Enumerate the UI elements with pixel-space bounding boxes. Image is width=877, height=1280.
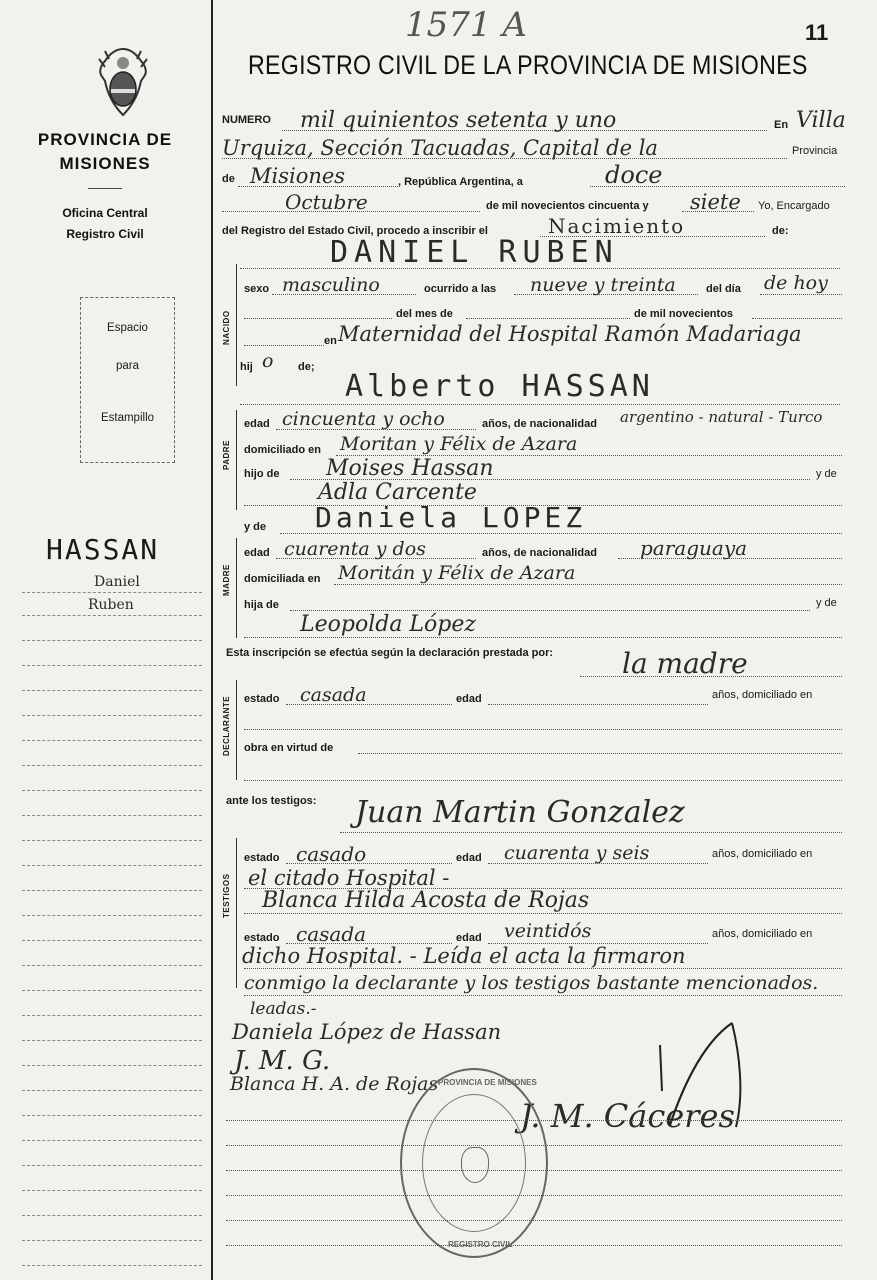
field-line	[358, 753, 842, 754]
label-edad-decl: edad	[456, 693, 482, 705]
sidebar-given-name2: Ruben	[88, 597, 134, 613]
sidebar-line	[22, 1215, 202, 1216]
sidebar-line	[22, 715, 202, 716]
signature-flourish-icon	[640, 1015, 750, 1135]
field-line	[244, 968, 842, 969]
sidebar-line	[22, 890, 202, 891]
column-divider	[211, 0, 213, 1280]
sidebar-line	[22, 1190, 202, 1191]
field-padre-nombre: Alberto HASSAN	[345, 369, 654, 404]
sidebar-line	[22, 915, 202, 916]
field-t1-dom: el citado Hospital -	[248, 866, 450, 890]
label-obra: obra en virtud de	[244, 742, 334, 754]
field-madre-edad: cuarenta y dos	[284, 538, 426, 560]
field-line	[244, 318, 392, 319]
field-provincia: Misiones	[250, 164, 346, 188]
label-republica: , República Argentina, a	[398, 176, 523, 188]
stamp-box-label: para	[115, 360, 140, 372]
field-madre-nombre: Daniela LOPEZ	[315, 501, 587, 534]
label-y-de-2: y de	[816, 597, 837, 609]
label-anos-domiciliado: años, domiciliado en	[712, 689, 813, 701]
field-madre-nac: paraguaya	[640, 536, 748, 560]
sidebar-line	[22, 615, 202, 616]
field-declarante: la madre	[622, 647, 748, 680]
field-line	[488, 704, 708, 705]
field-line	[226, 1145, 842, 1146]
section-bracket-testigos	[236, 838, 237, 988]
field-line	[226, 1245, 842, 1246]
field-hij-suffix: o	[262, 350, 274, 372]
sidebar-line	[22, 790, 202, 791]
field-line	[340, 832, 842, 833]
sidebar-rule	[88, 188, 122, 189]
label-del-registro: del Registro del Estado Civil, procedo a inscribir el	[222, 225, 488, 237]
field-abuelo: Moises Hassan	[326, 456, 494, 481]
field-cierre2: leadas.-	[250, 999, 317, 1019]
sidebar-line	[22, 1090, 202, 1091]
field-t1-estado: casado	[296, 842, 367, 866]
signature-officer: J. M. Cáceres	[520, 1097, 735, 1135]
field-decl-estado: casada	[300, 684, 367, 706]
field-line	[244, 995, 842, 996]
label-ante-testigos: ante los testigos:	[226, 795, 317, 807]
field-line	[244, 345, 324, 346]
field-lugar-nac: Maternidad del Hospital Ramón Madariaga	[338, 322, 802, 346]
field-testigo2: Blanca Hilda Acosta de Rojas	[262, 888, 590, 913]
field-line	[752, 318, 842, 319]
label-en-lugar: en	[324, 335, 337, 347]
field-dia-de: de hoy	[764, 272, 828, 294]
office-title-line1: Oficina Central	[62, 206, 148, 220]
handwritten-page-number: 1571 A	[405, 5, 527, 45]
label-de-semicolon: de;	[298, 361, 315, 373]
label-de-colon: de:	[772, 225, 789, 237]
field-line	[226, 1170, 842, 1171]
field-line	[244, 729, 842, 730]
official-seal	[400, 1068, 548, 1258]
sidebar-surname: HASSAN	[46, 533, 160, 566]
section-label-testigos: TESTIGOS	[222, 873, 231, 918]
field-t2-edad: veintidós	[504, 920, 592, 942]
field-abuela: Adla Carcente	[318, 480, 477, 505]
label-domiciliada-en: domiciliada en	[244, 573, 321, 585]
sidebar-line	[22, 765, 202, 766]
field-sexo: masculino	[282, 274, 380, 296]
label-sexo: sexo	[244, 283, 270, 295]
field-nombre: DANIEL RUBEN	[330, 235, 619, 270]
field-line	[334, 584, 842, 585]
field-mes: Octubre	[285, 190, 368, 214]
field-madre-dom: Moritán y Félix de Azara	[338, 562, 576, 584]
field-line	[240, 268, 840, 269]
sidebar-line	[22, 865, 202, 866]
province-title-line1: PROVINCIA DE	[37, 130, 173, 149]
field-line	[244, 780, 842, 781]
signature-witness1: J. M. G.	[234, 1046, 331, 1076]
sidebar-line	[22, 840, 202, 841]
label-hij: hij	[240, 361, 253, 373]
label-y-de: y de	[816, 468, 837, 480]
coat-of-arms-icon	[95, 45, 151, 121]
field-line	[290, 610, 810, 611]
sidebar-line	[22, 1065, 202, 1066]
section-bracket-padre	[236, 410, 237, 510]
field-line	[226, 1195, 842, 1196]
seal-text-bottom: REGISTRO CIVIL	[448, 1240, 513, 1249]
label-estado-t1: estado	[244, 852, 280, 864]
field-t2-dom: dicho Hospital. - Leída el acta la firmaron	[242, 944, 686, 968]
section-label-declarante: DECLARANTE	[222, 695, 231, 756]
field-padre-edad: cincuenta y ocho	[282, 408, 445, 430]
field-line	[280, 533, 842, 534]
field-line	[240, 404, 840, 405]
label-estado-t2: estado	[244, 932, 280, 944]
label-del-dia: del día	[706, 283, 741, 295]
label-del-mes: del mes de	[396, 308, 453, 320]
sidebar-line	[22, 640, 202, 641]
field-padre-nac: argentino - natural - Turco	[620, 408, 823, 426]
field-acto: Nacimiento	[548, 214, 686, 238]
sidebar-line	[22, 940, 202, 941]
section-bracket-nacido	[236, 264, 237, 386]
sidebar-line	[22, 1165, 202, 1166]
sidebar-line	[22, 1265, 202, 1266]
label-numero: NUMERO	[222, 114, 271, 126]
label-de-mil-novecientos: de mil novecientos	[634, 308, 734, 320]
label-yo-encargado: Yo, Encargado	[758, 200, 830, 212]
sidebar-line	[22, 1015, 202, 1016]
label-estado: estado	[244, 693, 280, 705]
sidebar-line	[22, 1240, 202, 1241]
field-line	[244, 637, 842, 638]
field-numero: mil quinientos setenta y uno	[300, 108, 617, 133]
label-hijo-de: hijo de	[244, 468, 280, 480]
field-hora: nueve y treinta	[530, 274, 676, 296]
section-label-nacido: NACIDO	[222, 310, 231, 345]
field-t1-edad: cuarenta y seis	[504, 842, 650, 864]
label-inscripcion: Esta inscripción se efectúa según la declaración prestada por:	[226, 647, 554, 659]
page-title: REGISTRO CIVIL DE LA PROVINCIA DE MISIONES	[248, 50, 808, 80]
sidebar-line	[22, 592, 202, 593]
label-ocurrido: ocurrido a las	[424, 283, 497, 295]
sidebar-line	[22, 1140, 202, 1141]
sidebar-line	[22, 1115, 202, 1116]
sidebar-line	[22, 1040, 202, 1041]
field-cierre1: conmigo la declarante y los testigos bastante mencionados.	[244, 972, 819, 994]
label-y-de-madre: y de	[244, 521, 267, 533]
section-label-padre: PADRE	[222, 440, 231, 470]
stamp-box-label: Espacio	[107, 322, 148, 334]
field-anio: siete	[690, 190, 741, 214]
stamp-box-label: Estampillo	[100, 412, 155, 424]
section-bracket-madre	[236, 538, 237, 638]
office-title-line2: Registro Civil	[66, 227, 144, 241]
section-bracket-declarante	[236, 680, 237, 780]
label-domiciliado-en: domiciliado en	[244, 444, 322, 456]
field-testigo1: Juan Martin Gonzalez	[355, 795, 685, 830]
label-anos-domiciliado-t2: años, domiciliado en	[712, 928, 813, 940]
field-line	[244, 913, 842, 914]
sidebar-given-name1: Daniel	[94, 574, 140, 590]
field-line	[226, 1220, 842, 1221]
field-padre-dom: Moritan y Félix de Azara	[340, 433, 578, 455]
label-de-mil: de mil novecientos cincuenta y	[486, 200, 649, 212]
label-edad-t1: edad	[456, 852, 482, 864]
sidebar-line	[22, 690, 202, 691]
label-en: En	[774, 119, 789, 131]
field-line	[760, 294, 842, 295]
sidebar-line	[22, 990, 202, 991]
field-t2-estado: casada	[296, 922, 367, 946]
label-edad-t2: edad	[456, 932, 482, 944]
field-lugar1: Villa	[796, 108, 846, 133]
section-label-madre: MADRE	[222, 564, 231, 596]
seal-inner-ring	[422, 1094, 526, 1232]
field-lugar2: Urquiza, Sección Tacuadas, Capital de la	[222, 136, 658, 160]
seal-text-top: PROVINCIA DE MISIONES	[438, 1078, 537, 1087]
signature-mother: Daniela López de Hassan	[232, 1020, 502, 1044]
label-anos-nacionalidad: años, de nacionalidad	[482, 418, 597, 430]
label-anos-de-nacionalidad: años, de nacionalidad	[482, 547, 597, 559]
field-line	[226, 1120, 842, 1121]
stamp-box	[80, 297, 175, 463]
signature-witness2: Blanca H. A. de Rojas	[230, 1073, 439, 1095]
label-edad: edad	[244, 418, 270, 430]
label-hija-de: hija de	[244, 599, 279, 611]
province-title-line2: MISIONES	[59, 154, 151, 173]
label-anos-domiciliado-t1: años, domiciliado en	[712, 848, 813, 860]
label-provincia: Provincia	[792, 145, 838, 157]
sidebar-line	[22, 965, 202, 966]
sidebar-line	[22, 740, 202, 741]
label-edad-madre: edad	[244, 547, 270, 559]
field-line	[580, 676, 842, 677]
sidebar-line	[22, 665, 202, 666]
label-de: de	[222, 173, 235, 185]
field-line	[466, 318, 630, 319]
seal-emblem-icon	[461, 1147, 489, 1183]
sidebar-line	[22, 815, 202, 816]
field-dia: doce	[605, 161, 663, 189]
folio-number: 11	[805, 20, 829, 45]
field-abuela-m: Leopolda López	[300, 612, 476, 637]
